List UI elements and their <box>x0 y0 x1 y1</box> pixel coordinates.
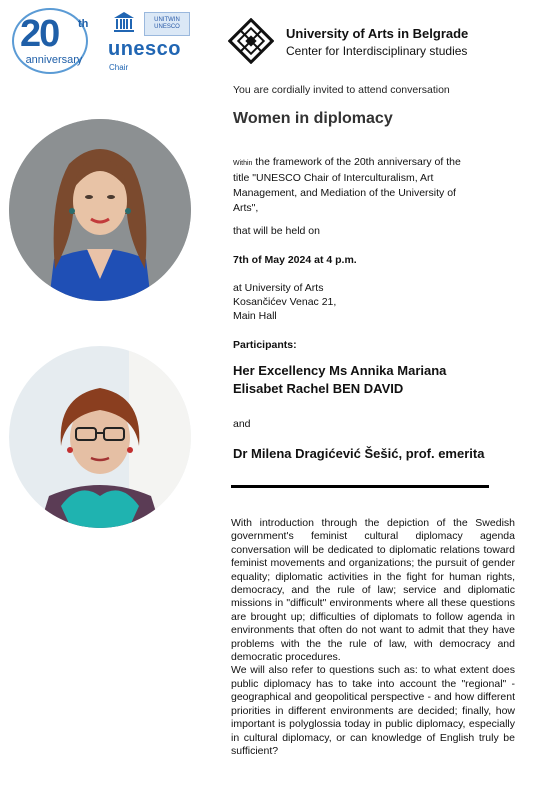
participants-label: Participants: <box>233 339 297 351</box>
framework-text: the framework of the 20th anniversary of the title "UNESCO Chair of Interculturalism, Art Management, and Mediation of the University of Arts", <box>233 156 461 214</box>
university-name: University of Arts in Belgrade <box>286 26 469 41</box>
anniversary-logo <box>8 8 100 76</box>
unesco-logo <box>106 10 196 76</box>
divider-rule <box>231 485 489 488</box>
event-title: Women in diplomacy <box>233 110 393 127</box>
unitwin-badge: UNITWIN UNESCO <box>144 12 190 36</box>
invitation-line: You are cordially invited to attend conversation <box>233 84 450 96</box>
venue-line-1: at University of Arts <box>233 282 324 294</box>
anniversary-text: anniversary <box>25 54 83 66</box>
within-word: Within <box>233 160 253 167</box>
unesco-word: unesco <box>108 38 182 60</box>
held-on-text: that will be held on <box>233 225 320 237</box>
description-paragraph-2: We will also refer to questions such as: to what extent does public diplomacy has to take into account the "regional" - geographical and geopolitical perspective - and how different priorities in different environments are decided; finally, how important is polyglossia today in public diplomacy, especially in cultural diplomacy, or can knowledge of English truly be sufficient? <box>231 664 515 757</box>
portrait-professor-image <box>9 346 191 528</box>
venue-line-3: Main Hall <box>233 310 277 322</box>
unesco-chair-label: Chair <box>109 63 129 72</box>
portrait-ambassador <box>9 119 191 301</box>
unesco-temple-icon <box>112 10 136 34</box>
guest2-name: Dr Milena Dragićević Šešić, prof. emerita <box>233 446 485 461</box>
guest1-line-1: Her Excellency Ms Annika Mariana <box>233 363 447 378</box>
anniversary-number: 20 <box>20 13 59 55</box>
guest1-line-2: Elisabet Rachel BEN DAVID <box>233 381 404 396</box>
framework-paragraph <box>233 155 478 216</box>
description <box>231 517 515 758</box>
portrait-ambassador-image <box>9 119 191 301</box>
portrait-professor <box>9 346 191 528</box>
event-date: 7th of May 2024 at 4 p.m. <box>233 254 357 266</box>
description-paragraph-1: With introduction through the depiction of the Swedish government's feminist cultural diplomacy agenda conversation will be dedicated to diplomatic relations toward feminist movements and organizations; the pursuit of gender equality; diplomatic activities in the fight for human rights, democracy, and the rule of law; service and diplomatic missions in "difficult" environments where all these questions are brought up; difficulties of diplomats to follow agenda in environments that often do not want to admit that they have problems with the the rule of law, with democracy and democratic procedures. <box>231 517 515 664</box>
venue-line-2: Kosančićev Venac 21, <box>233 296 337 308</box>
and-text: and <box>233 418 251 430</box>
anniversary-suffix: th <box>78 18 89 30</box>
center-name: Center for Interdisciplinary studies <box>286 44 468 58</box>
university-emblem-icon <box>228 18 274 64</box>
